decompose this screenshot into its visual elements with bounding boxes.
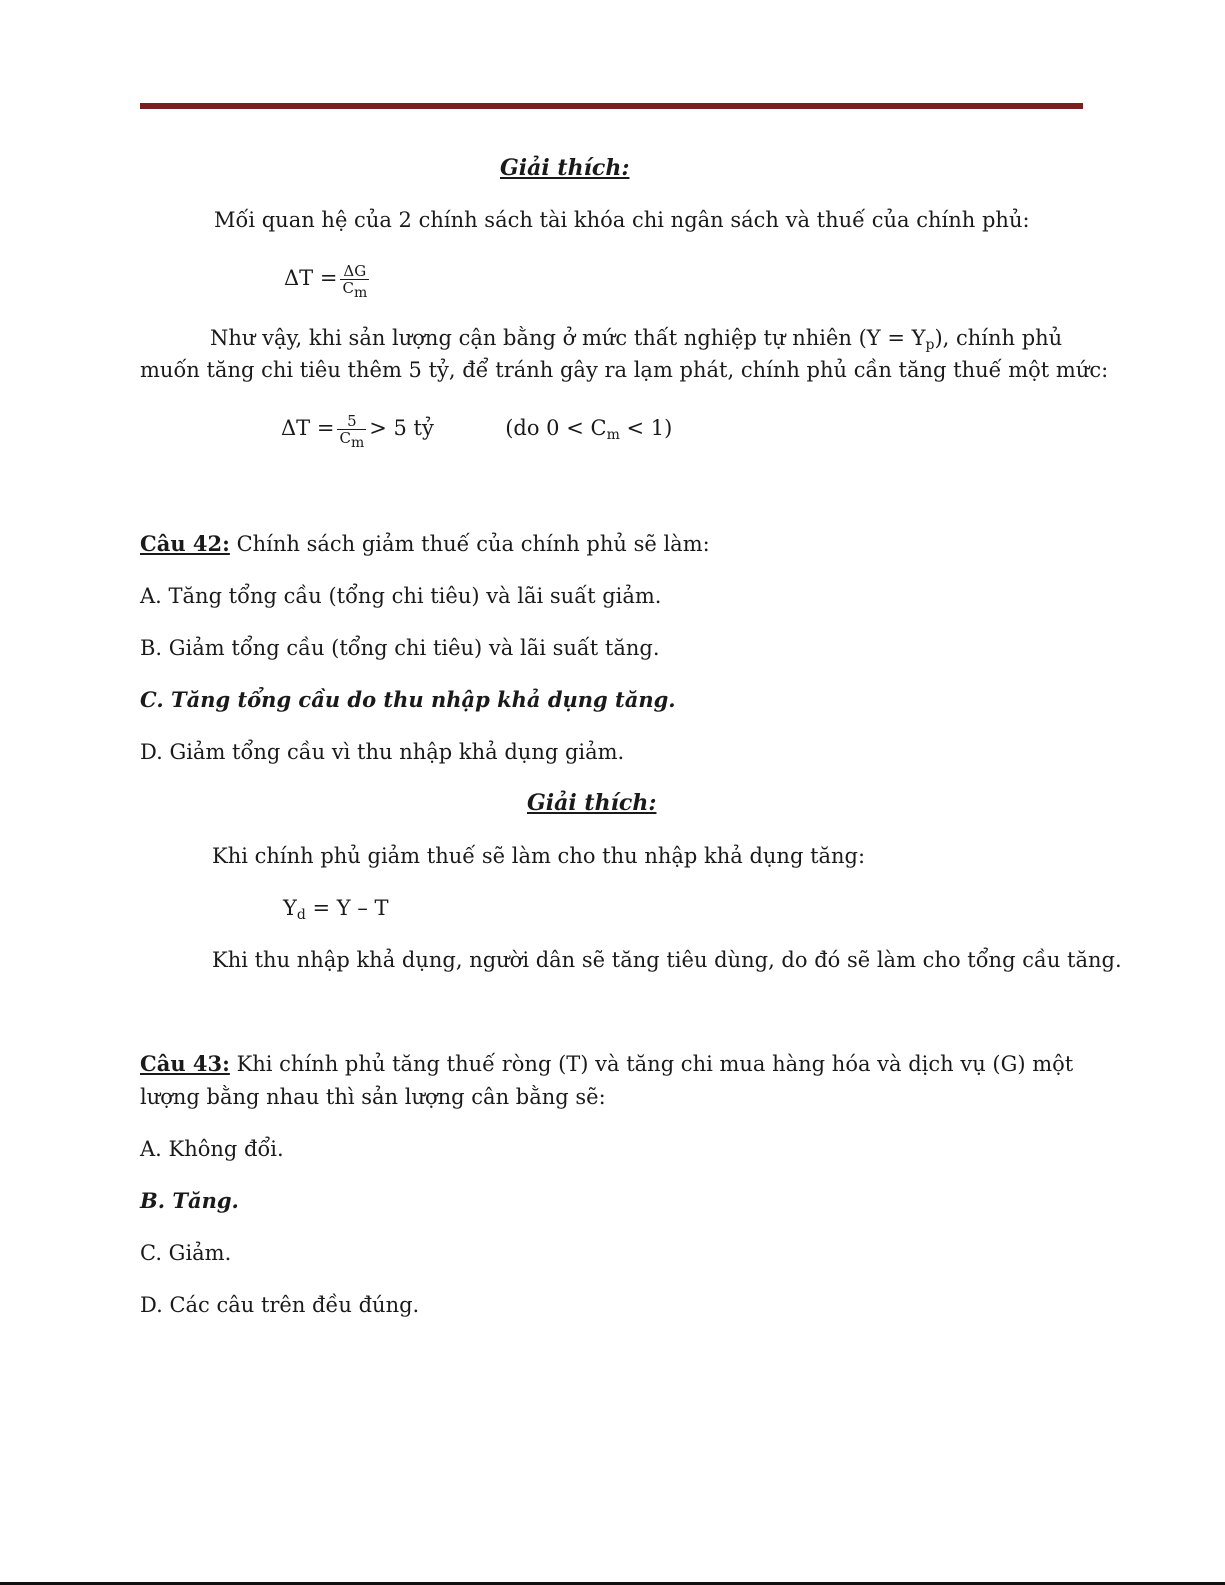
header-rule bbox=[140, 103, 1083, 109]
option-a: A. Không đổi. bbox=[140, 1137, 284, 1161]
formula-tax-increase: ΔT = $\frac{5}{C_m}$ > 5 tỷ (do $0 < C_m < 1$) bbox=[281, 412, 673, 451]
section-heading: Giải thích: bbox=[500, 155, 630, 181]
option-d: D. Các câu trên đều đúng. bbox=[140, 1293, 420, 1317]
formula-condition: (do $0 < C_m < 1$) bbox=[505, 416, 673, 443]
option-a: A. Tăng tổng cầu (tổng chi tiêu) và lãi suất giảm. bbox=[140, 584, 662, 608]
fraction-numerator: ΔG bbox=[340, 263, 369, 280]
paragraph-line-1: Như vậy, khi sản lượng cận bằng ở mức thất nghiệp tự nhiên $(Y = Y_p)$, chính phủ bbox=[210, 326, 1063, 353]
paragraph-intro: Mối quan hệ của 2 chính sách tài khóa chi ngân sách và thuế của chính phủ: bbox=[214, 208, 1030, 232]
question-43-line-2: lượng bằng nhau thì sản lượng cân bằng sẽ: bbox=[140, 1085, 606, 1109]
option-b-correct: B. Tăng. bbox=[140, 1188, 239, 1213]
formula-delta-t bbox=[284, 258, 372, 301]
fraction bbox=[340, 262, 369, 301]
paragraph-line-2: muốn tăng chi tiêu thêm 5 tỷ, để tránh gây ra lạm phát, chính phủ cần tăng thuế một mức: bbox=[140, 358, 1109, 382]
explanation-line-2: Khi thu nhập khả dụng, người dân sẽ tăng tiêu dùng, do đó sẽ làm cho tổng cầu tăng. bbox=[212, 948, 1122, 972]
fraction-denominator: $C_m$ bbox=[342, 279, 368, 301]
formula-disposable-income: $Y_d = Y - T$ bbox=[283, 896, 389, 923]
option-c: C. Giảm. bbox=[140, 1241, 232, 1265]
question-label: Câu 42: bbox=[140, 531, 230, 556]
question-label: Câu 43: bbox=[140, 1051, 230, 1076]
option-d: D. Giảm tổng cầu vì thu nhập khả dụng giảm. bbox=[140, 740, 625, 764]
option-b: B. Giảm tổng cầu (tổng chi tiêu) và lãi suất tăng. bbox=[140, 636, 660, 660]
question-text: Chính sách giảm thuế của chính phủ sẽ làm: bbox=[229, 532, 710, 556]
question-43 bbox=[140, 1052, 1073, 1076]
question-text: Khi chính phủ tăng thuế ròng (T) và tăng chi mua hàng hóa và dịch vụ (G) một bbox=[229, 1052, 1074, 1076]
option-c-correct: C. Tăng tổng cầu do thu nhập khả dụng tăng. bbox=[140, 687, 676, 712]
explanation-heading: Giải thích: bbox=[527, 790, 657, 816]
formula-lhs: ΔT = bbox=[284, 266, 338, 290]
question-42 bbox=[140, 532, 710, 556]
explanation-line-1: Khi chính phủ giảm thuế sẽ làm cho thu nhập khả dụng tăng: bbox=[212, 844, 866, 868]
fraction: $\frac{5}{C_m}$ bbox=[339, 412, 365, 451]
